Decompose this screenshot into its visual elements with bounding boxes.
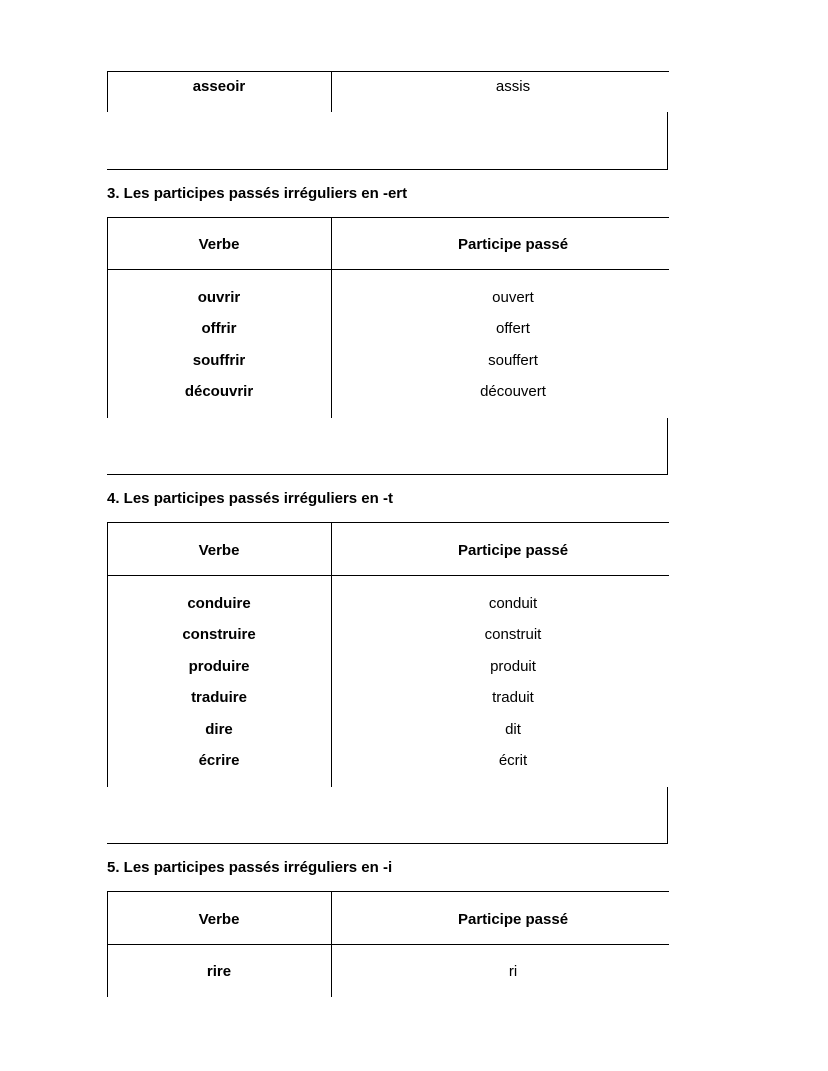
table-bottom-border — [107, 843, 668, 844]
table-top-border — [107, 71, 669, 72]
verb-cell: écrire — [198, 752, 240, 769]
header-verb: Verbe — [198, 236, 240, 253]
verb-cell: rire — [206, 963, 232, 980]
verb-cell: offrir — [201, 320, 237, 337]
table-top-border — [107, 522, 669, 523]
section-title: 3. Les participes passés irréguliers en -ert — [107, 185, 408, 202]
header-verb: Verbe — [198, 911, 240, 928]
participle-cell: ri — [508, 963, 518, 980]
table-bottom-border — [107, 169, 668, 170]
verb-cell: produire — [188, 658, 250, 675]
verb-cell: construire — [182, 626, 256, 643]
verb-cell: traduire — [191, 689, 247, 706]
participle-cell: assis — [495, 78, 531, 95]
participle-cell: découvert — [480, 383, 546, 400]
table-top-border — [107, 891, 669, 892]
table-header-border — [107, 944, 669, 945]
table-top-border — [107, 217, 669, 218]
table-left-border — [107, 522, 108, 787]
participle-cell: offert — [496, 320, 530, 337]
participle-cell: construit — [484, 626, 542, 643]
participle-cell: produit — [490, 658, 536, 675]
table-header-border — [107, 575, 669, 576]
table-column-divider — [331, 522, 332, 787]
table-right-border — [667, 787, 668, 844]
verb-cell: dire — [205, 721, 233, 738]
participle-cell: traduit — [492, 689, 534, 706]
verb-cell: conduire — [187, 595, 251, 612]
verb-cell: souffrir — [192, 352, 246, 369]
table-right-border — [667, 418, 668, 475]
participle-cell: écrit — [498, 752, 528, 769]
table-header-border — [107, 269, 669, 270]
header-participle: Participe passé — [457, 236, 569, 253]
verb-cell: ouvrir — [197, 289, 241, 306]
participle-cell: souffert — [488, 352, 538, 369]
participle-cell: conduit — [488, 595, 538, 612]
table-column-divider — [331, 891, 332, 997]
participle-cell: dit — [505, 721, 521, 738]
section-title: 4. Les participes passés irréguliers en -t — [107, 490, 393, 507]
header-participle: Participe passé — [457, 911, 569, 928]
section-title: 5. Les participes passés irréguliers en -i — [107, 859, 393, 876]
header-verb: Verbe — [198, 542, 240, 559]
table-left-border — [107, 891, 108, 997]
header-participle: Participe passé — [457, 542, 569, 559]
table-right-border — [667, 112, 668, 170]
verb-cell: asseoir — [192, 78, 246, 95]
participle-cell: ouvert — [492, 289, 534, 306]
table-bottom-border — [107, 474, 668, 475]
verb-cell: découvrir — [184, 383, 254, 400]
